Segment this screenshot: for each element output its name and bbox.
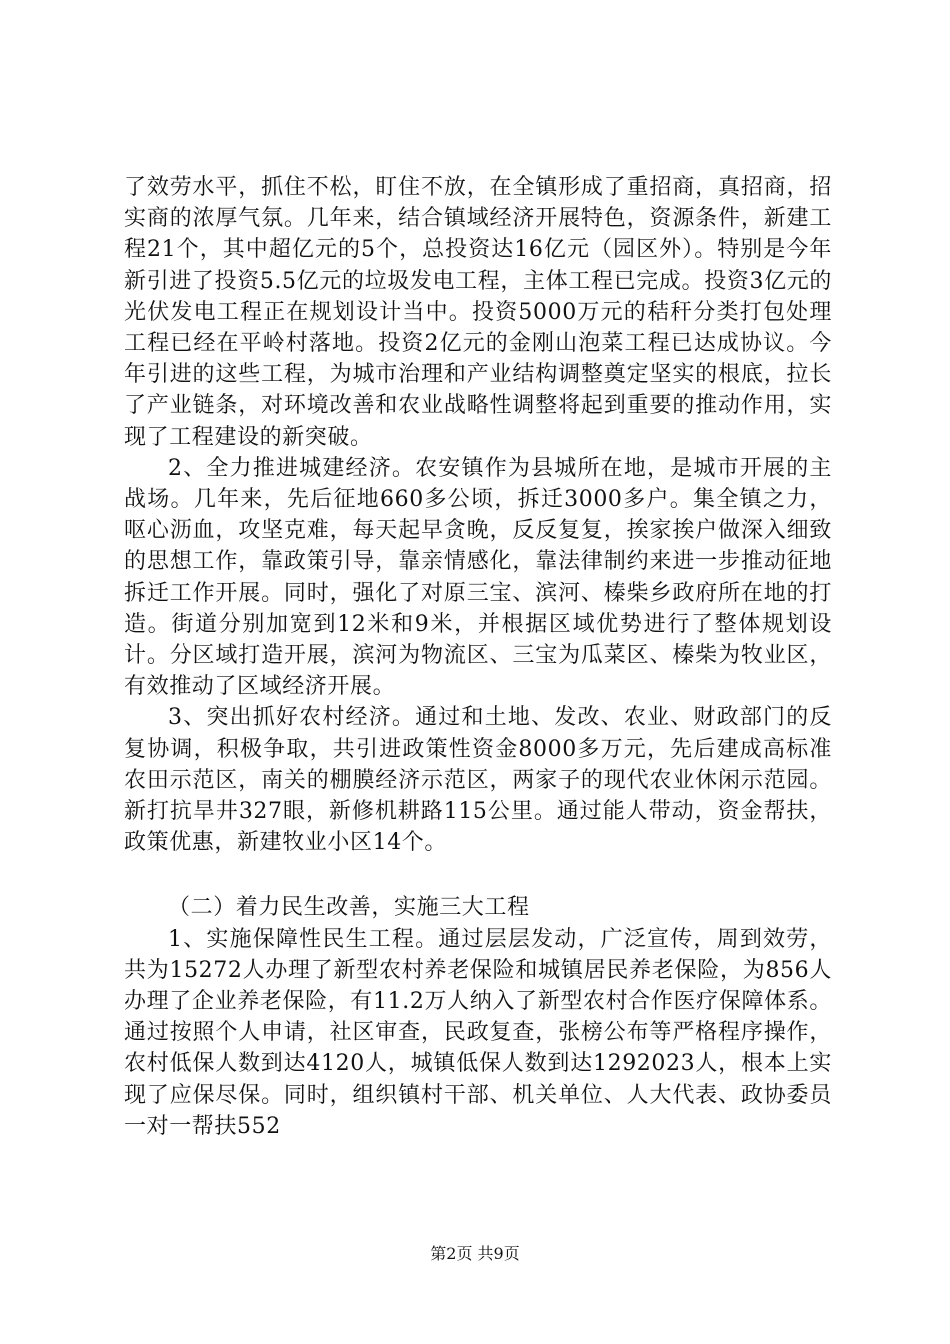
page-number-footer: 第2页 共9页 [430, 1244, 520, 1263]
paragraph-investment-projects: 了效劳水平，抓住不松，盯住不放，在全镇形成了重招商，真招商，招实商的浓厚气氛。几年来，结合镇域经济开展特色，资源条件，新建工程21个，其中超亿元的5个，总投资达16亿元（园区外）。特别是今年新引进了投资5.5亿元的垃圾发电工程，主体工程已完成。投资3亿元的光伏发电工程正在规划设计当中。投资5000万元的秸秆分类打包处理工程已经在平岭村落地。投资2亿元的金刚山泡菜工程已达成协议。今年引进的这些工程，为城市治理和产业结构调整奠定坚实的根底，拉长了产业链条，对环境改善和农业战略性调整将起到重要的推动作用，实现了工程建设的新突破。 [124, 175, 832, 450]
paragraph-urban-construction: 2、全力推进城建经济。农安镇作为县城所在地，是城市开展的主战场。几年来，先后征地660多公顷，拆迁3000多户。集全镇之力，呕心沥血，攻坚克难，每天起早贪晚，反反复复，挨家挨户做深入细致的思想工作，靠政策引导，靠亲情感化，靠法律制约来进一步推动征地拆迁工作开展。同时，强化了对原三宝、滨河、榛柴乡政府所在地的打造。街道分别加宽到12米和9米，并根据区域优势进行了整体规划设计。分区域打造开展，滨河为物流区、三宝为瓜菜区、榛柴为牧业区，有效推动了区域经济开展。 [124, 455, 832, 700]
paragraph-gap [124, 858, 832, 892]
paragraph-rural-economy: 3、突出抓好农村经济。通过和土地、发改、农业、财政部门的反复协调，积极争取，共引进政策性资金8000多万元，先后建成高标准农田示范区，南关的棚膜经济示范区，两家子的现代农业休闲示范园。新打抗旱井327眼，新修机耕路115公里。通过能人带动，资金帮扶，政策优惠，新建牧业小区14个。 [124, 705, 832, 856]
section-heading: （二）着力民生改善，实施三大工程 [168, 895, 530, 921]
paragraph-social-security: 1、实施保障性民生工程。通过层层发动，广泛宣传，周到效劳，共为15272人办理了新型农村养老保险和城镇居民养老保险，为856人办理了企业养老保险，有11.2万人纳入了新型农村合作医疗保障体系。通过按照个人申请，社区审查，民政复查，张榜公布等严格程序操作，农村低保人数到达4120人，城镇低保人数到达1292023人，根本上实现了应保尽保。同时，组织镇村干部、机关单位、人大代表、政协委员一对一帮扶552 [124, 926, 832, 1139]
document-body [124, 172, 832, 1142]
